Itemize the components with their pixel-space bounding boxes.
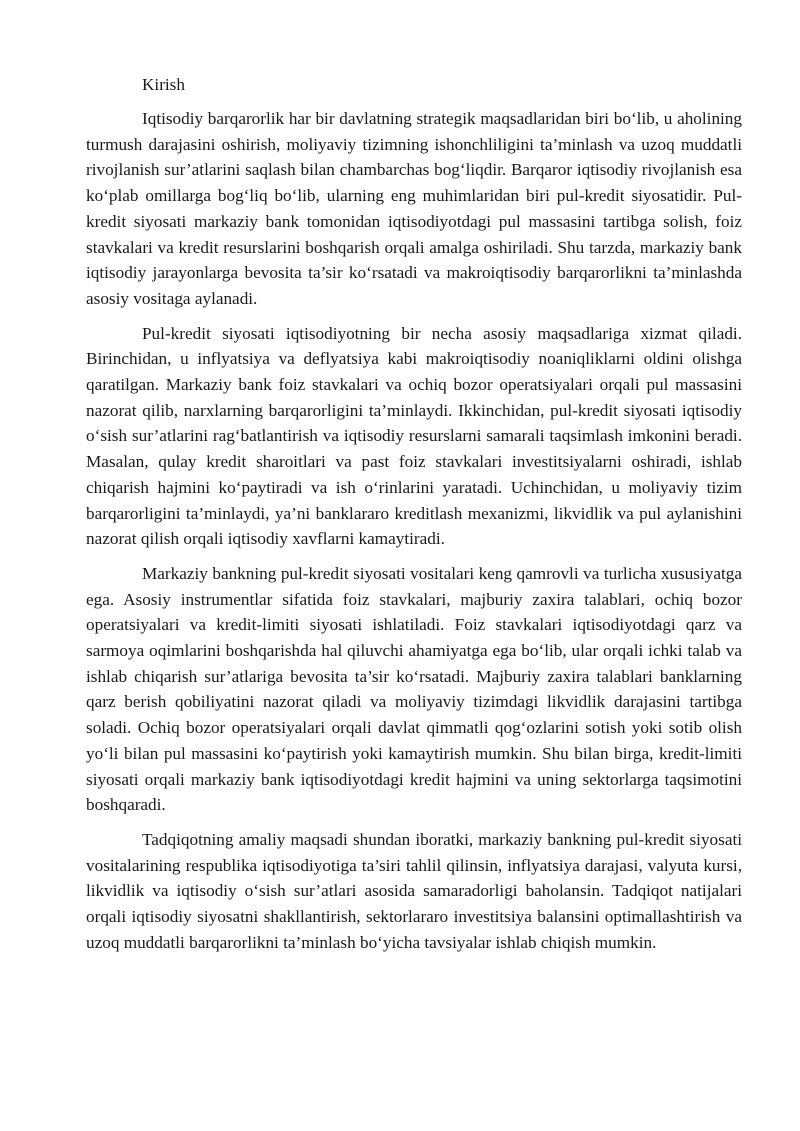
- paragraph-4: Tadqiqotning amaliy maqsadi shundan iboratki, markaziy bankning pul-kredit siyosati vositalarining respublika iqtisodiyotiga ta’siri tahlil qilinsin, inflyatsiya darajasi, valyuta kursi, likvidlik va iqtisodiy o‘sish sur’atlari asosida samaradorligi baholansin. Tadqiqot natijalari orqali iqtisodiy siyosatni shakllantirish, sektorlararo investitsiya balansini optimallashtirish va uzoq muddatli barqarorlikni ta’minlash bo‘yicha tavsiyalar ishlab chiqish mumkin.: [86, 829, 742, 952]
- section-heading: Kirish: [142, 75, 185, 94]
- paragraph-2: Pul-kredit siyosati iqtisodiyotning bir necha asosiy maqsadlariga xizmat qiladi. Birinchidan, u inflyatsiya va deflyatsiya kabi makroiqtisodiy noaniqliklarni oldini olishga qaratilgan. Markaziy bank foiz stavkalari va ochiq bozor operatsiyalari orqali pul massasini nazorat qilib, narxlarning barqarorligini ta’minlaydi. Ikkinchidan, pul-kredit siyosati iqtisodiy o‘sish sur’atlarini rag‘batlantirish va iqtisodiy resurslarni samarali taqsimlash imkonini beradi. Masalan, qulay kredit sharoitlari va past foiz stavkalari investitsiyalarni oshiradi, ishlab chiqarish hajmini ko‘paytiradi va ish o‘rinlarini yaratadi. Uchinchidan, u moliyaviy tizim barqarorligini ta’minlaydi, ya’ni banklararo kreditlash mexanizmi, likvidlik va pul aylanishini nazorat qilish orqali iqtisodiy xavflarni kamaytiradi.: [86, 323, 742, 549]
- document-page: [86, 72, 742, 965]
- paragraph-1: Iqtisodiy barqarorlik har bir davlatning strategik maqsadlaridan biri bo‘lib, u aholining turmush darajasini oshirish, moliyaviy tizimning ishonchliligini ta’minlash va uzoq muddatli rivojlanish sur’atlarini saqlash bilan chambarchas bog‘liqdir. Barqaror iqtisodiy rivojlanish esa ko‘plab omillarga bog‘liq bo‘lib, ularning eng muhimlaridan biri pul-kredit siyosatidir. Pul-kredit siyosati markaziy bank tomonidan iqtisodiyotdagi pul massasini tartibga solish, foiz stavkalari va kredit resurslarini boshqarish orqali amalga oshiriladi. Shu tarzda, markaziy bank iqtisodiy jarayonlarga bevosita ta’sir ko‘rsatadi va makroiqtisodiy barqarorlikni ta’minlashda asosiy vositaga aylanadi.: [86, 109, 742, 308]
- paragraph-3: Markaziy bankning pul-kredit siyosati vositalari keng qamrovli va turlicha xususiyatga ega. Asosiy instrumentlar sifatida foiz stavkalari, majburiy zaxira talablari, ochiq bozor operatsiyalari va kredit-limiti siyosati ishlatiladi. Foiz stavkalari iqtisodiyotdagi qarz va sarmoya oqimlarini boshqarishda hal qiluvchi ahamiyatga ega bo‘lib, ular orqali ichki talab va ishlab chiqarish sur’atlariga bevosita ta’sir ko‘rsatadi. Majburiy zaxira talablari banklarning qarz berish qobiliyatini nazorat qiladi va moliyaviy tizimdagi likvidlik darajasini tartibga soladi. Ochiq bozor operatsiyalari orqali davlat qimmatli qog‘ozlarini sotish yoki sotib olish yo‘li bilan pul massasini ko‘paytirish yoki kamaytirish mumkin. Shu bilan birga, kredit-limiti siyosati orqali markaziy bank iqtisodiyotdagi kredit hajmini va uning sektorlarga taqsimotini boshqaradi.: [86, 563, 742, 815]
